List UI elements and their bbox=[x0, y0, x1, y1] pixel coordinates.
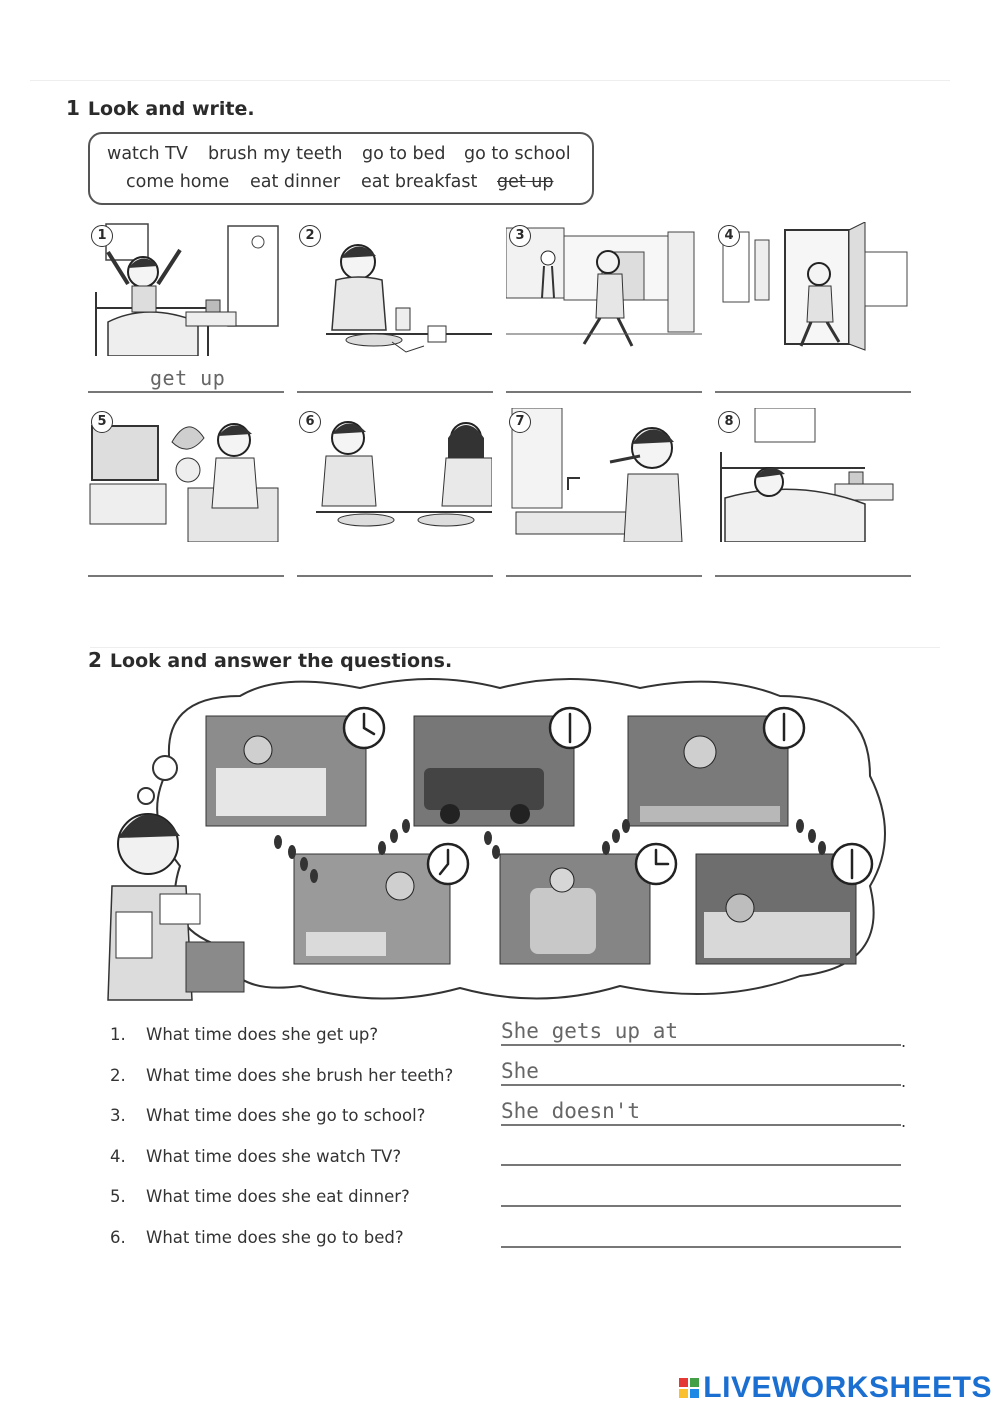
word-bank-item: eat dinner bbox=[250, 172, 341, 192]
word-bank-item-used: get up bbox=[497, 172, 554, 192]
answer-line-q6[interactable] bbox=[501, 1246, 901, 1248]
thought-bubble-illustration bbox=[100, 676, 900, 1006]
question-4: 4. What time does she watch TV? bbox=[110, 1147, 402, 1166]
answer-line-q1[interactable] bbox=[501, 1044, 901, 1046]
picture-eat-breakfast bbox=[296, 222, 492, 356]
picture-get-up bbox=[88, 222, 284, 356]
exercise1-heading: 1 Look and write. bbox=[66, 96, 255, 120]
logo-icon bbox=[679, 1378, 699, 1398]
liveworksheets-logo: LIVEWORKSHEETS bbox=[679, 1371, 992, 1405]
picture-number: 4 bbox=[718, 225, 740, 247]
answer-line-q2[interactable] bbox=[501, 1084, 901, 1086]
full-stop: . bbox=[901, 1112, 907, 1131]
word-bank-item: watch TV bbox=[107, 144, 188, 164]
picture-number: 8 bbox=[718, 411, 740, 433]
answer-line-6[interactable] bbox=[297, 575, 493, 577]
picture-number: 2 bbox=[299, 225, 321, 247]
answer-line-3[interactable] bbox=[506, 391, 702, 393]
question-3: 3. What time does she go to school? bbox=[110, 1106, 426, 1125]
word-bank-box bbox=[88, 132, 594, 205]
answer-line-7[interactable] bbox=[506, 575, 702, 577]
example-answer: get up bbox=[150, 366, 226, 390]
word-bank-item: go to school bbox=[464, 144, 571, 164]
question-1: 1. What time does she get up? bbox=[110, 1025, 379, 1044]
picture-watch-tv bbox=[88, 408, 284, 542]
answer-line-q3[interactable] bbox=[501, 1124, 901, 1126]
picture-number: 7 bbox=[509, 411, 531, 433]
full-stop: . bbox=[901, 1032, 907, 1051]
picture-come-home bbox=[715, 222, 911, 356]
full-stop: . bbox=[901, 1072, 907, 1091]
answer-line-1[interactable] bbox=[88, 391, 284, 393]
word-bank-item: go to bed bbox=[362, 144, 446, 164]
word-bank-item: come home bbox=[126, 172, 230, 192]
picture-number: 6 bbox=[299, 411, 321, 433]
answer-line-2[interactable] bbox=[297, 391, 493, 393]
answer-text-1: She gets up at bbox=[501, 1019, 679, 1043]
top-divider bbox=[30, 80, 950, 81]
picture-brush-teeth bbox=[506, 408, 702, 542]
picture-go-to-school bbox=[506, 222, 702, 356]
picture-number: 3 bbox=[509, 225, 531, 247]
answer-line-q4[interactable] bbox=[501, 1164, 901, 1166]
answer-line-q5[interactable] bbox=[501, 1205, 901, 1207]
question-6: 6. What time does she go to bed? bbox=[110, 1228, 404, 1247]
picture-eat-dinner bbox=[296, 408, 492, 542]
question-5: 5. What time does she eat dinner? bbox=[110, 1187, 410, 1206]
picture-go-to-bed bbox=[715, 408, 911, 542]
answer-line-8[interactable] bbox=[715, 575, 911, 577]
answer-text-2: She bbox=[501, 1059, 539, 1083]
picture-number: 5 bbox=[91, 411, 113, 433]
exercise2-heading: 2 Look and answer the questions. bbox=[88, 648, 453, 672]
picture-number: 1 bbox=[91, 225, 113, 247]
answer-line-4[interactable] bbox=[715, 391, 911, 393]
question-2: 2. What time does she brush her teeth? bbox=[110, 1066, 454, 1085]
word-bank-item: eat breakfast bbox=[361, 172, 478, 192]
answer-text-3: She doesn't bbox=[501, 1099, 641, 1123]
answer-line-5[interactable] bbox=[88, 575, 284, 577]
word-bank-item: brush my teeth bbox=[208, 144, 343, 164]
